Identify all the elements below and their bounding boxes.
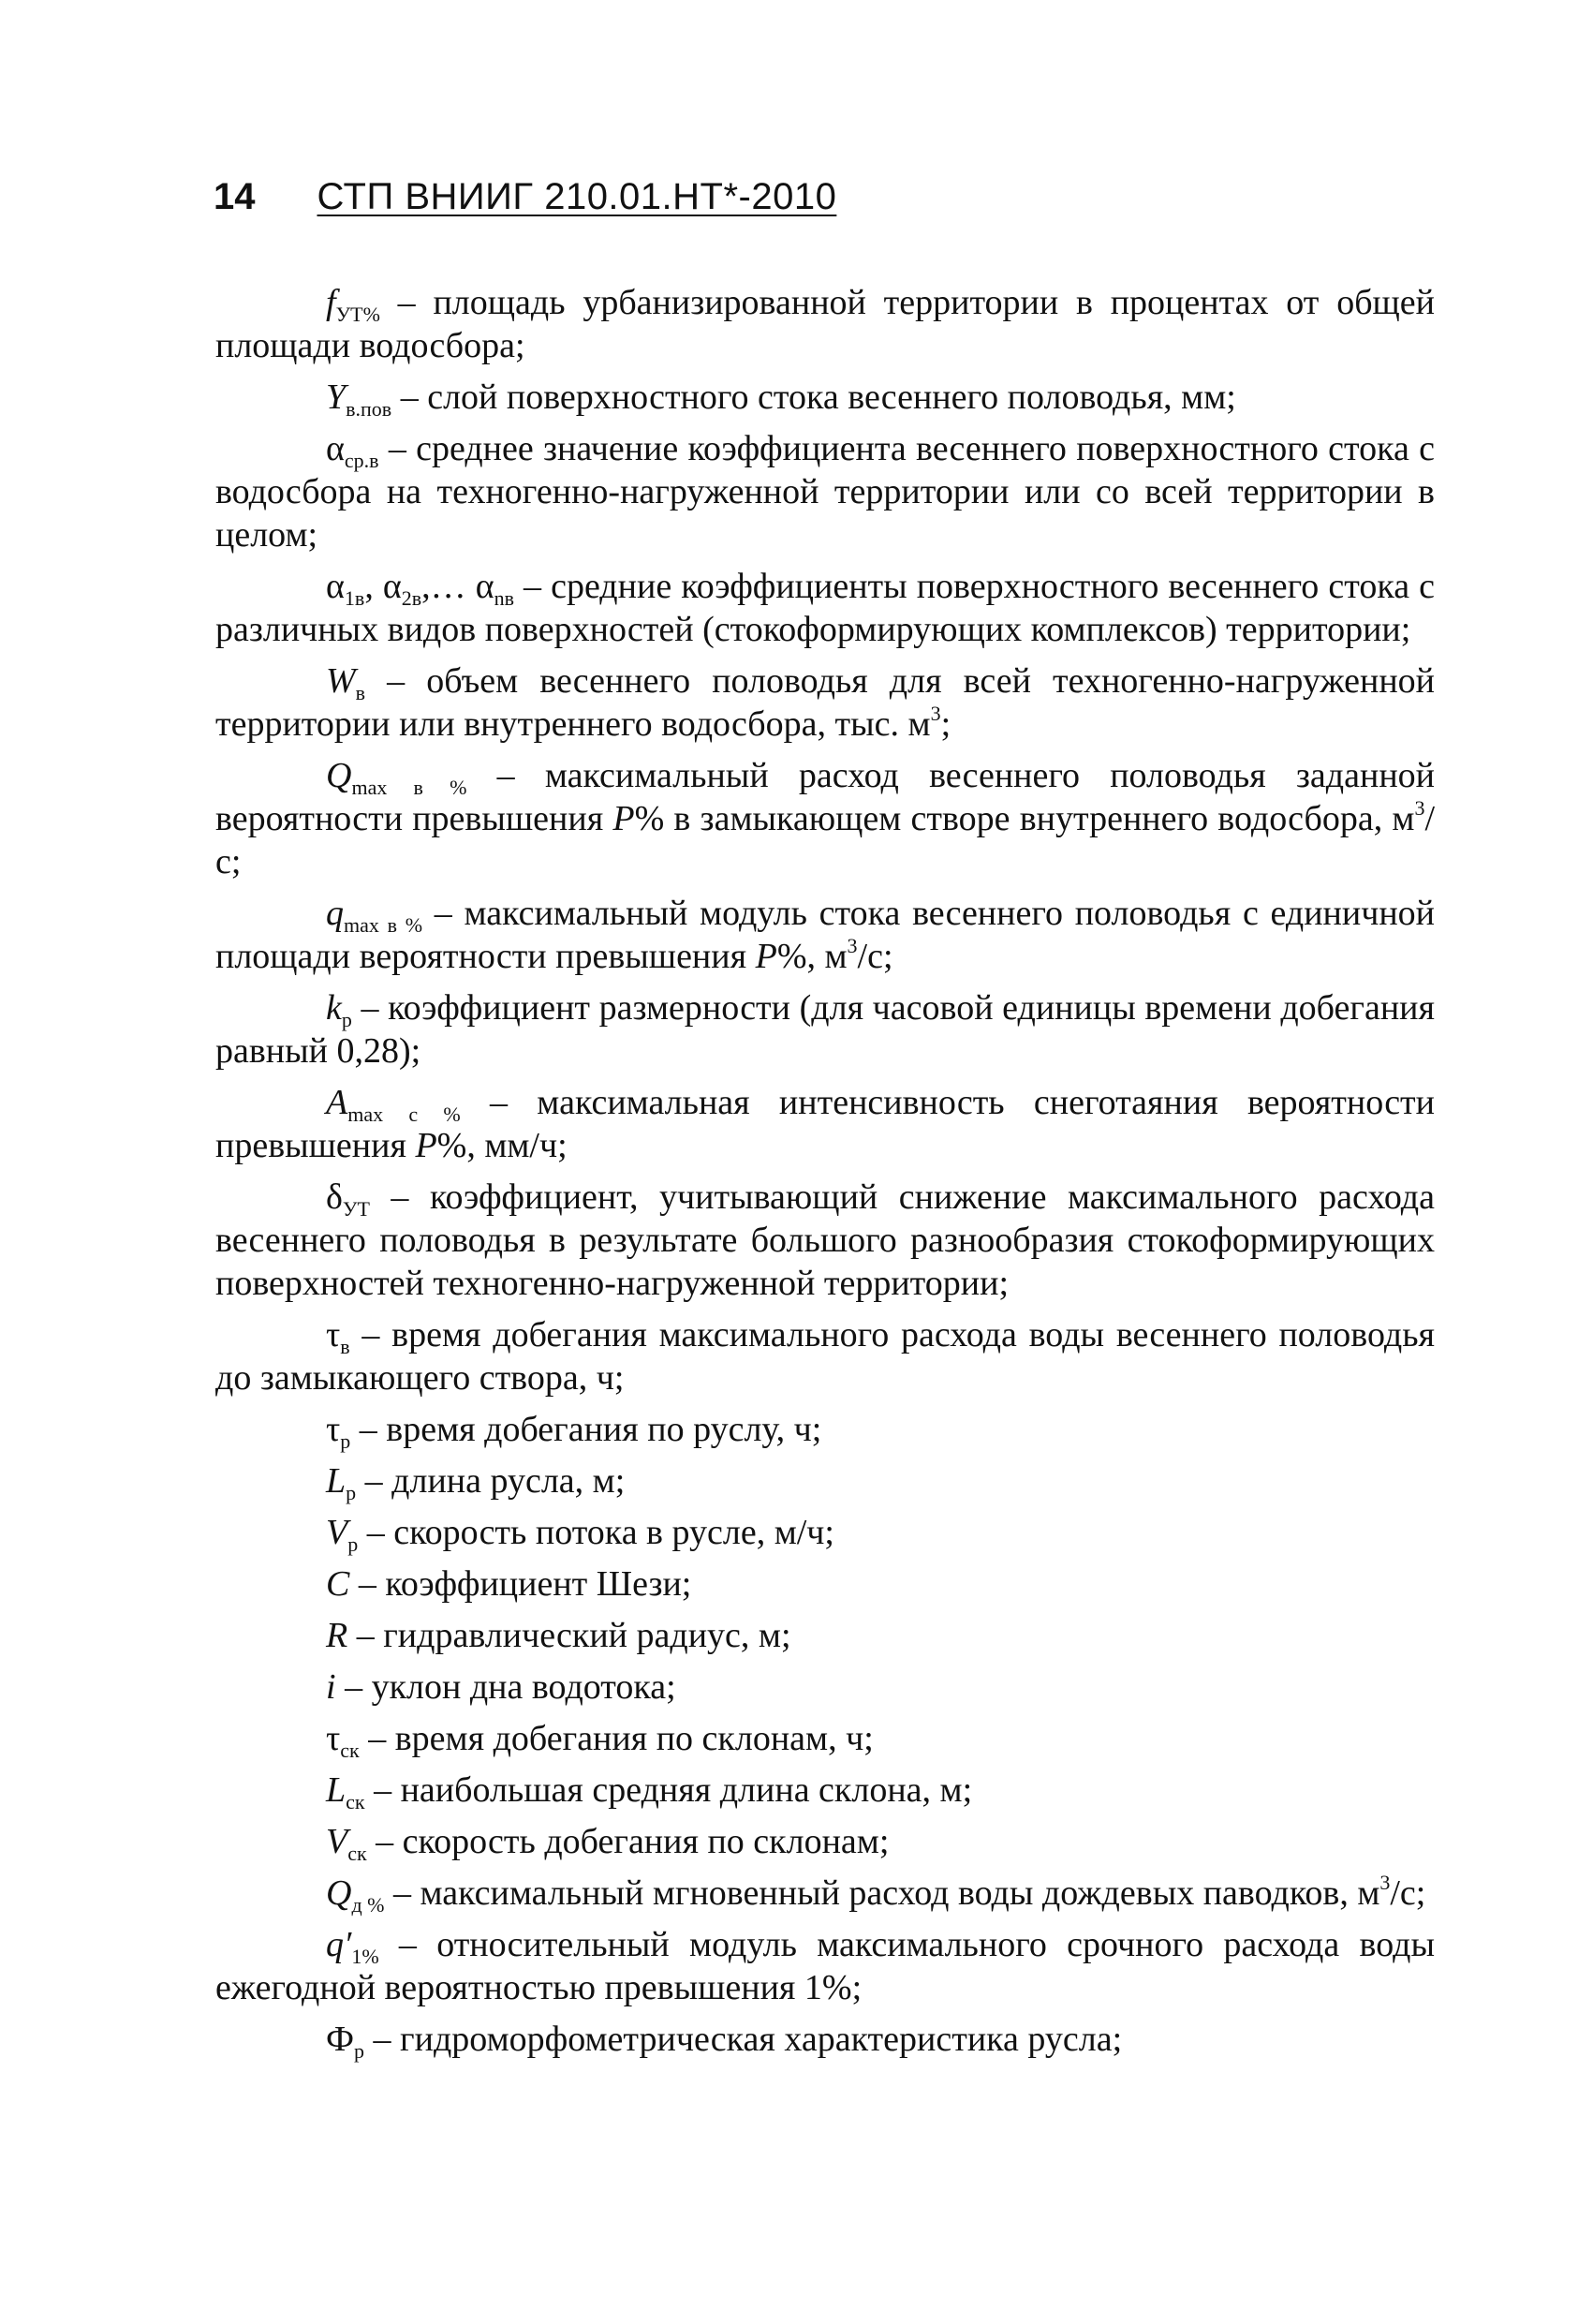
definition-k-p: $k_р$ – коэффициент размерности (для часовой единицы времени добегания равный 0,28); (215, 988, 1435, 1071)
definition-tau-sk: $\tau_{ск}$ – время добегания по склонам, ч; (326, 1719, 874, 1762)
definition-w-v: $W_в$ – объем весеннего половодья для всей техногенно-нагруженной территории или внутреннего водосбора, тыс. $м^3$; (215, 661, 1435, 744)
page-header (214, 176, 836, 218)
definition-delta-ut: $\delta_{УТ}$ – коэффициент, учитывающий снижение максимального расхода весеннего половодья в результате большого разнообразия стокоформирующих поверхностей техногенно-нагруженной территории; (215, 1177, 1435, 1303)
definition-r: R – гидравлический радиус, м; (326, 1616, 791, 1655)
definition-y-vpov: $Y_{в.пов}$ – слой поверхностного стока весеннего половодья, мм; (326, 377, 1236, 421)
definition-l-p: $L_р$ – длина русла, м; (326, 1461, 626, 1504)
definition-i: i – уклон дна водотока; (326, 1667, 676, 1707)
definition-alpha-srv: $\alpha_{ср.в}$ – среднее значение коэффициента весеннего поверхностного стока с водосбора на техногенно-нагруженной территории или со всей территории в целом; (215, 429, 1435, 555)
definition-f-ut: $f_{УТ\%}$ – площадь урбанизированной территории в процентах от общей площади водосбора; (215, 283, 1435, 365)
definition-l-sk: $L_{ск}$ – наибольшая средняя длина склона, м; (326, 1770, 973, 1813)
definition-a-max-s: $A_{max с \%}$ – максимальная интенсивность снеготаяния вероятности превышения P%, мм/ч; (215, 1083, 1435, 1165)
definition-alpha-iv: $\alpha_{1в}$, $\alpha_{2в},\dots$ $\alpha_{nв}$ – средние коэффициенты поверхностного весеннего стока с различных видов поверхностей (стокоформирующих комплексов) территории; (215, 567, 1435, 649)
definition-tau-v: $\tau_в$ – время добегания максимального расхода воды весеннего половодья до замыкающего створа, ч; (215, 1315, 1435, 1398)
definition-tau-p: $\tau_р$ – время добегания по руслу, ч; (326, 1410, 822, 1453)
definition-q-small-max-v: $q_{max в \%}$ – максимальный модуль стока весеннего половодья с единичной площади вероятности превышения P%, $м^3/с$; (215, 894, 1436, 976)
page-number: 14 (214, 176, 256, 217)
definition-phi-p: $Ф_р$ – гидроморфометрическая характеристика русла; (326, 2020, 1123, 2063)
definition-c: C – коэффициент Шези; (326, 1564, 692, 1604)
definition-q-d: $Q_{д \%}$ – максимальный мгновенный расход воды дождевых паводков, $м^3/с$; (326, 1871, 1426, 1917)
document-code: СТП ВНИИГ 210.01.НТ*-2010 (317, 176, 837, 217)
definition-q-prime: $q'_{1\%}$ – относительный модуль максимального срочного расхода воды ежегодной вероятностью превышения 1%; (215, 1925, 1435, 2007)
definition-v-p: $V_р$ – скорость потока в русле, м/ч; (326, 1513, 834, 1556)
definition-v-sk: $V_{ск}$ – скорость добегания по склонам; (326, 1822, 890, 1865)
definition-q-max-v: $Q_{max в \%}$ – максимальный расход весеннего половодья заданной вероятности превышения P% в замыкающем створе внутреннего водосбора, $м^3/с$; (215, 756, 1435, 881)
symbol-definitions (215, 281, 1435, 2069)
